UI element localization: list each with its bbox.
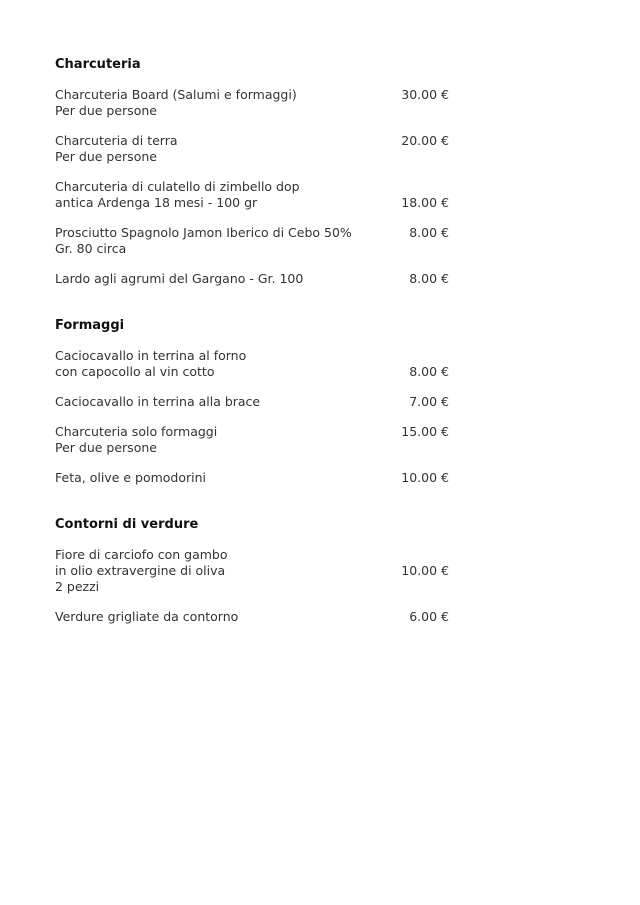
item-name bbox=[55, 87, 385, 119]
item-name bbox=[55, 179, 385, 211]
item-price: 10.00 € bbox=[401, 563, 449, 578]
item-name-line: Caciocavallo in terrina alla brace bbox=[55, 394, 261, 409]
menu-item bbox=[55, 179, 455, 211]
menu-item bbox=[55, 424, 455, 456]
item-name bbox=[55, 547, 385, 595]
menu-section bbox=[55, 516, 455, 625]
menu-item bbox=[55, 87, 455, 119]
item-name-line: Per due persone bbox=[55, 440, 157, 455]
item-name-line: in olio extravergine di oliva bbox=[55, 563, 226, 578]
item-price: 10.00 € bbox=[401, 470, 449, 485]
item-price: 18.00 € bbox=[401, 195, 449, 210]
item-name-line: Charcuteria Board (Salumi e formaggi) bbox=[55, 87, 297, 102]
item-name bbox=[55, 271, 385, 287]
menu-page bbox=[55, 56, 455, 655]
menu-item bbox=[55, 470, 455, 486]
item-name-line: Per due persone bbox=[55, 103, 157, 118]
menu-item bbox=[55, 394, 455, 410]
menu-section bbox=[55, 56, 455, 287]
menu-item bbox=[55, 609, 455, 625]
item-name bbox=[55, 348, 385, 380]
item-price: 7.00 € bbox=[409, 394, 449, 409]
item-price: 30.00 € bbox=[401, 87, 449, 102]
menu-sections bbox=[55, 56, 455, 625]
item-name-line: Fiore di carciofo con gambo bbox=[55, 547, 228, 562]
item-name-line: antica Ardenga 18 mesi - 100 gr bbox=[55, 195, 258, 210]
item-name-line: Charcuteria solo formaggi bbox=[55, 424, 218, 439]
item-price: 15.00 € bbox=[401, 424, 449, 439]
item-name bbox=[55, 470, 385, 486]
item-name-line: Feta, olive e pomodorini bbox=[55, 470, 207, 485]
menu-item bbox=[55, 271, 455, 287]
item-name-line: Caciocavallo in terrina al forno bbox=[55, 348, 247, 363]
item-price: 8.00 € bbox=[409, 271, 449, 286]
item-name-line: 2 pezzi bbox=[55, 579, 100, 594]
item-name-line: Gr. 80 circa bbox=[55, 241, 127, 256]
item-name-line: Per due persone bbox=[55, 149, 157, 164]
item-name-line: Verdure grigliate da contorno bbox=[55, 609, 239, 624]
menu-section bbox=[55, 317, 455, 486]
menu-item bbox=[55, 547, 455, 595]
section-title: Charcuteria bbox=[55, 57, 141, 72]
item-name-line: Charcuteria di terra bbox=[55, 133, 178, 148]
item-price: 8.00 € bbox=[409, 364, 449, 379]
item-name-line: Prosciutto Spagnolo Jamon Iberico di Cebo 50% bbox=[55, 225, 352, 240]
item-price: 20.00 € bbox=[401, 133, 449, 148]
menu-item bbox=[55, 133, 455, 165]
item-price: 6.00 € bbox=[409, 609, 449, 624]
menu-item bbox=[55, 225, 455, 257]
section-title: Contorni di verdure bbox=[55, 517, 199, 532]
item-name bbox=[55, 133, 385, 165]
item-name-line: con capocollo al vin cotto bbox=[55, 364, 215, 379]
item-name bbox=[55, 609, 385, 625]
item-name bbox=[55, 424, 385, 456]
menu-item bbox=[55, 348, 455, 380]
item-name-line: Lardo agli agrumi del Gargano - Gr. 100 bbox=[55, 271, 304, 286]
item-name bbox=[55, 394, 385, 410]
item-price: 8.00 € bbox=[409, 225, 449, 240]
item-name-line: Charcuteria di culatello di zimbello dop bbox=[55, 179, 300, 194]
section-title: Formaggi bbox=[55, 318, 125, 333]
item-name bbox=[55, 225, 385, 257]
